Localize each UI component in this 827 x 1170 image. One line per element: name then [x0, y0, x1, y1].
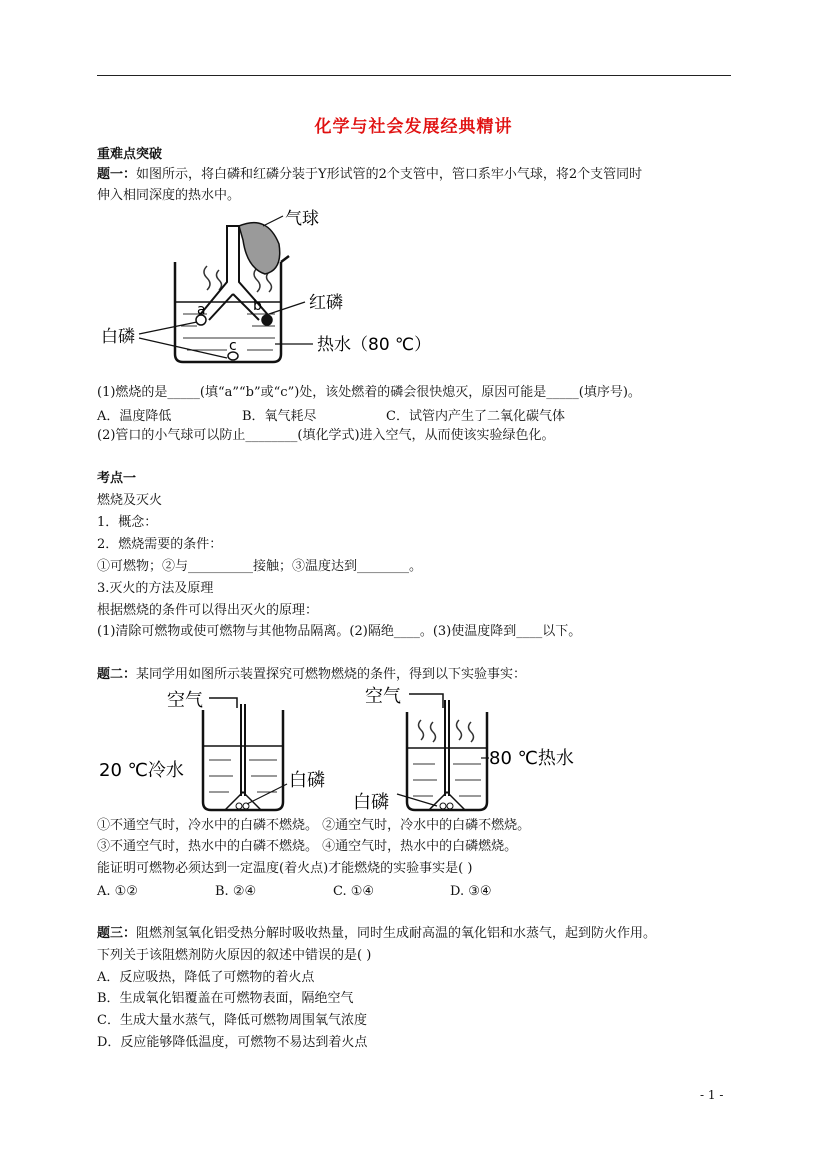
q3-option-b: B．生成氧化铝覆盖在可燃物表面，隔绝空气 [97, 991, 354, 1006]
hot-water-label: 热水（80 ℃） [317, 335, 432, 355]
air-right-label: 空气 [365, 686, 401, 707]
q1-option-a: A．温度降低 [97, 409, 172, 424]
q3-option-d: D．反应能够降低温度，可燃物不易达到着火点 [97, 1035, 368, 1050]
q3-ask: 下列关于该阻燃剂防火原因的叙述中错误的是( ) [97, 948, 372, 963]
kp-line2: 1．概念： [97, 515, 158, 530]
q2-fact-1-2: ①不通空气时，冷水中的白磷不燃烧。 ②通空气时，冷水中的白磷不燃烧。 [97, 818, 531, 833]
q2-option-b: B. ②④ [215, 884, 257, 899]
q1-sub1: (1)燃烧的是_____(填“a”“b”或“c”)处，该处燃着的磷会很快熄灭，原因可能是_____(填序号)。 [97, 385, 641, 400]
q1-figure [97, 204, 457, 374]
balloon-label: 气球 [285, 209, 319, 229]
label-b: b [253, 298, 262, 314]
section-heading: 重难点突破 [97, 147, 163, 162]
q2-fact-3-4: ③不通空气时，热水中的白磷不燃烧。 ④通空气时，热水中的白磷燃烧。 [97, 839, 518, 854]
q3-text [97, 925, 656, 943]
q2-ask: 能证明可燃物必须达到一定温度(着火点)才能燃烧的实验事实是( ) [97, 861, 473, 876]
q1-text-line1 [97, 166, 642, 184]
q2-text-body: 某同学用如图所示装置探究可燃物燃烧的条件，得到以下实验事实： [136, 667, 527, 682]
air-left-label: 空气 [167, 690, 203, 711]
q2-figure [97, 684, 597, 816]
q1-sub2: (2)管口的小气球可以防止________(填化学式)进入空气，从而使该实验绿色化。 [97, 428, 555, 443]
q2-option-c: C. ①④ [333, 884, 375, 899]
kp-line7: (1)清除可燃物或使可燃物与其他物品隔离。(2)隔绝____。(3)使温度降到____以下。 [97, 624, 582, 639]
page-number: - 1 - [700, 1088, 724, 1102]
q1-option-c: C．试管内产生了二氧化碳气体 [386, 409, 565, 424]
q2-option-d: D. ③④ [450, 884, 492, 899]
kp-heading: 考点一 [97, 471, 137, 486]
q3-text-body: 阻燃剂氢氧化铝受热分解时吸收热量，同时生成耐高温的氧化铝和水蒸气，起到防火作用。 [136, 926, 657, 941]
white-p-left-label: 白磷 [289, 770, 325, 791]
white-p-right-label: 白磷 [353, 792, 389, 813]
hot-water-label-2: 80 ℃热水 [489, 748, 574, 769]
label-c: c [229, 338, 237, 354]
kp-line5: 3.灭火的方法及原理 [97, 581, 214, 596]
red-p-label: 红磷 [309, 293, 343, 313]
q1-text1: 如图所示，将白磷和红磷分装于Y形试管的2个支管中，管口系牢小气球，将2个支管同时 [136, 167, 643, 182]
balloon [239, 223, 280, 274]
white-p-label: 白磷 [101, 327, 135, 347]
q2-text [97, 666, 526, 684]
q2-option-a: A. ①② [97, 884, 138, 899]
q3-label: 题三： [97, 926, 137, 941]
kp-line3: 2．燃烧需要的条件： [97, 537, 223, 552]
q1-label: 题一： [97, 167, 137, 182]
kp-line6: 根据燃烧的条件可以得出灭火的原理： [97, 603, 319, 618]
header-rule [97, 75, 731, 76]
q3-option-c: C．生成大量水蒸气，降低可燃物周围氧气浓度 [97, 1013, 367, 1028]
q3-option-a: A．反应吸热，降低了可燃物的着火点 [97, 970, 315, 985]
q1-text-line2: 伸入相同深度的热水中。 [97, 188, 241, 203]
label-a: a [197, 302, 206, 318]
page-title: 化学与社会发展经典精讲 [314, 117, 513, 137]
kp-line4: ①可燃物；②与__________接触；③温度达到________。 [97, 559, 423, 574]
q2-label: 题二： [97, 667, 137, 682]
cold-water-label: 20 ℃冷水 [99, 760, 184, 781]
kp-line1: 燃烧及灭火 [97, 493, 163, 508]
q1-option-b: B．氧气耗尽 [242, 409, 317, 424]
